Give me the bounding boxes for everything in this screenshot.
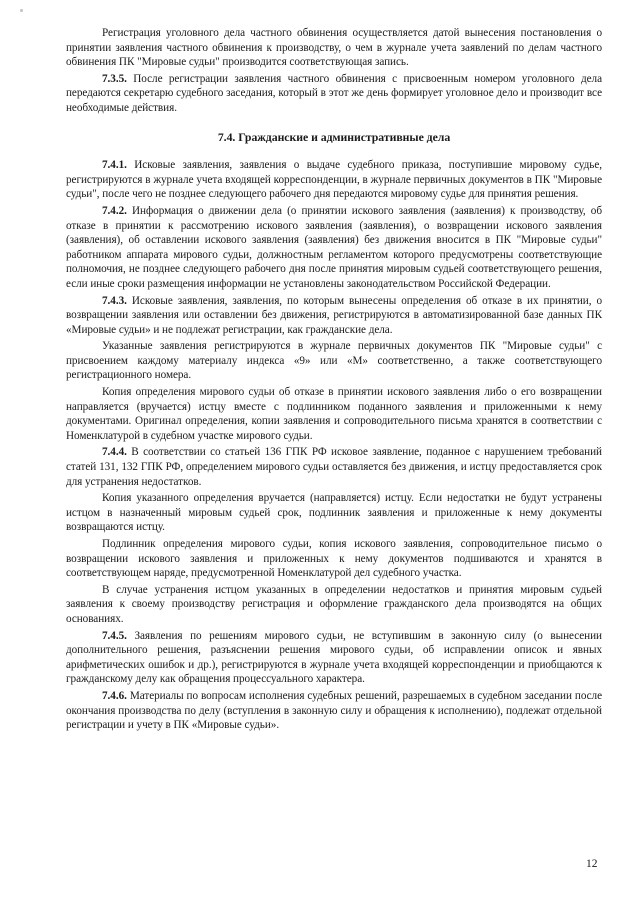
page-number: 12 — [586, 858, 598, 870]
section-7-3-tail — [66, 26, 602, 116]
paragraph — [66, 204, 602, 292]
paragraph — [66, 26, 602, 70]
paragraph — [66, 689, 602, 733]
paragraph — [66, 445, 602, 489]
paragraph-text: Копия определения мирового судьи об отказе в принятии искового заявления либо о его возвращении направляется (вручается) истцу вместе с подлинником поданного заявления и приложенными к нему документами. Оригинал определения, копии заявления и сопроводительного письма хранятся в соответствии с Номенклатурой в судебном участке мирового судьи. — [66, 386, 602, 442]
paragraph — [66, 491, 602, 535]
clause-number: 7.4.6. — [102, 689, 127, 702]
paragraph — [66, 385, 602, 443]
document-page — [66, 26, 602, 733]
paragraph — [66, 339, 602, 383]
section-7-4-body — [66, 158, 602, 733]
clause-number: 7.4.1. — [102, 159, 127, 172]
paragraph — [66, 583, 602, 627]
paragraph-text: Материалы по вопросам исполнения судебных решений, разрешаемых в судебном заседании после окончания производства по делу (вступления в законную силу и обращения к исполнению), подлежат отдельной регистрации и учету в ПК «Мировые судьи». — [66, 689, 603, 732]
paragraph-text: Указанные заявления регистрируются в журнале первичных документов ПК "Мировые судьи" с присвоением каждому материалу индекса «9» или «М» соответственно, а также соответствующего регистрационного номера. — [66, 340, 602, 382]
paragraph-text: Информация о движении дела (о принятии искового заявления (заявления) к производству, об отказе в принятии к рассмотрению искового заявления (заявления), о возвращении искового заявления (заявления), об оставлении искового заявления (заявления) без движения вносится в ПК "Мировые судьи" работником аппарата мирового судьи, должностным регламентом которого предусмотрены соответствующие полномочия, не позднее следующего рабочего дня после принятия мировым судьей соответствующего решения, если иные сроки размещения информации не установлены законодательством Российской Федерации. — [66, 204, 602, 290]
paragraph — [66, 537, 602, 581]
paragraph — [66, 629, 602, 687]
paragraph-text: Регистрация уголовного дела частного обвинения осуществляется датой вынесения постановления о принятии заявления частного обвинения к производству, о чем в журнале учета заявлений по делам частного обвинения ПК "Мировые судьи" производится соответствующая запись. — [66, 27, 602, 69]
clause-number: 7.4.2. — [102, 204, 127, 217]
paragraph-text: Исковые заявления, заявления, по которым вынесены определения об отказе в их принятии, о возвращении заявления или оставлении без движения, регистрируются в автоматизированной базе данных ПК «Мировые судьи» и не подлежат регистрации, как гражданские дела. — [66, 294, 602, 336]
paragraph-text: Исковые заявления, заявления о выдаче судебного приказа, поступившие мировому судье, регистрируются в журнале учета входящей корреспонденции, в журнале первичных документов в ПК "Мировые судьи", после чего не позднее следующего рабочего дня передаются мировому судье для принятия решения. — [66, 159, 603, 201]
paragraph — [66, 158, 602, 202]
paragraph-text: Копия указанного определения вручается (направляется) истцу. Если недостатки не будут устранены истцом в назначенный мировым судьей срок, подлинник заявления и приложенные к нему документы возвращаются истцу. — [66, 492, 602, 534]
clause-number: 7.3.5. — [102, 72, 127, 85]
paragraph-text: Подлинник определения мирового судьи, копия искового заявления, сопроводительное письмо о возвращении искового заявления и приложенных к нему документов подшиваются и хранятся в соответствующем наряде, предусмотренной Номенклатурой дел судебного участка. — [66, 538, 602, 580]
scan-speck — [20, 9, 23, 12]
section-heading: 7.4. Гражданские и административные дела — [217, 129, 451, 144]
paragraph-text: Заявления по решениям мирового судьи, не вступившим в законную силу (о вынесении дополнительного решения, разъяснении решения мирового судьи, об исправлении описок и явных арифметических ошибок и др.), регистрируются в журнале учета входящей корреспонденции и приобщаются к гражданскому делу как обращения процессуального характера. — [66, 629, 602, 686]
paragraph-text: В случае устранения истцом указанных в определении недостатков и принятия мировым судьей заявления к своему производству регистрация и оформление гражданского дела производятся на общих основаниях. — [66, 583, 602, 625]
paragraph-text: После регистрации заявления частного обвинения с присвоенным номером уголовного дела передаются секретарю судебного заседания, который в этот же день формирует уголовное дело и производит все необходимые действия. — [66, 72, 603, 114]
paragraph — [66, 294, 602, 338]
paragraph-text: В соответствии со статьей 136 ГПК РФ исковое заявление, поданное с нарушением требований статей 131, 132 ГПК РФ, определением мирового судьи оставляется без движения, и истцу предоставляется срок для устранения недостатков. — [66, 446, 602, 488]
paragraph — [66, 72, 602, 116]
clause-number: 7.4.3. — [102, 294, 127, 307]
clause-number: 7.4.5. — [102, 629, 127, 642]
clause-number: 7.4.4. — [102, 446, 127, 459]
